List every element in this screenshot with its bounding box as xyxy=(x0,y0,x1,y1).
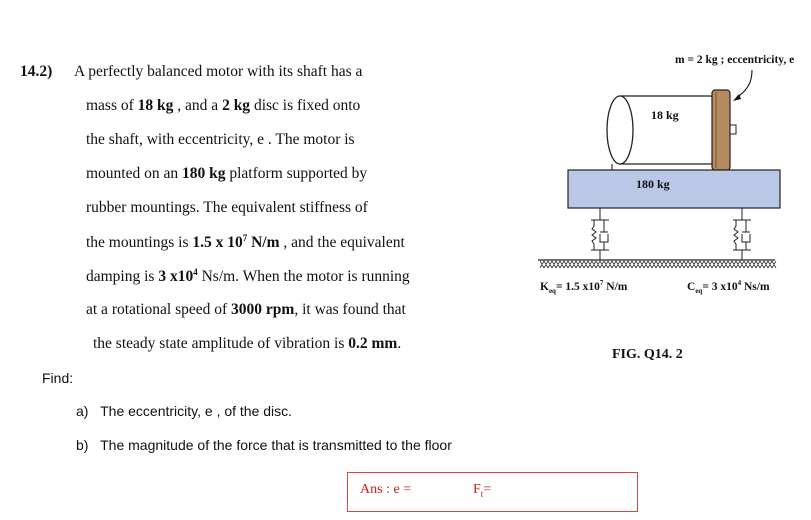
eccentric-disc xyxy=(712,90,730,170)
right-mounting xyxy=(733,208,751,260)
problem-line-5: rubber mountings. The equivalent stiffness of xyxy=(86,199,368,216)
problem-line-3: the shaft, with eccentricity, e . The motor is xyxy=(86,131,355,148)
problem-line-1: A perfectly balanced motor with its shaft has a xyxy=(74,63,363,80)
problem-line-4: mounted on an 180 kg platform supported by xyxy=(86,165,368,182)
problem-number: 14.2) xyxy=(20,63,53,80)
disc-pointer-arrow xyxy=(736,70,752,98)
problem-line-6: the mountings is 1.5 x $10^7$ N/m , and the equivalent xyxy=(86,233,405,252)
damping-label: $C_{eq}= 3$ $x10^4$ Ns/m xyxy=(687,279,770,295)
answer-e-label: e = xyxy=(393,482,412,497)
motor-cylinder xyxy=(607,96,721,164)
find-item-letter: a) xyxy=(76,403,89,419)
find-item-text: The magnitude of the force that is transmitted to the floor xyxy=(100,437,452,453)
disc-label: m = 2 kg ; eccentricity, e xyxy=(675,54,795,66)
find-label: Find: xyxy=(42,370,74,386)
problem-line-7: damping is 3 $x10^4$ Ns/m. When the motor is running xyxy=(86,267,410,286)
answer-label: Ans : e = xyxy=(360,482,412,497)
find-item-text: The eccentricity, e , of the disc. xyxy=(100,403,293,419)
platform xyxy=(568,170,780,208)
answer-ft-label: $F_t=$ xyxy=(473,482,492,499)
motor-mass-label: 18 kg xyxy=(651,108,679,122)
problem-line-2: mass of 18 kg , and a 2 kg disc is fixed onto xyxy=(86,97,361,114)
ground xyxy=(538,260,776,269)
find-item-letter: b) xyxy=(76,437,89,453)
stiffness-label: $K_{eq}= 1.5$ $x10^7$ N/m xyxy=(540,279,628,295)
problem-line-9: the steady state amplitude of vibration is 0.2 mm. xyxy=(93,335,402,352)
platform-mass-label: 180 kg xyxy=(636,177,670,191)
left-mounting xyxy=(591,208,609,260)
problem-line-8: at a rotational speed of 3000 rpm, it was found that xyxy=(86,301,406,318)
figure-caption: FIG. Q14. 2 xyxy=(612,347,683,362)
